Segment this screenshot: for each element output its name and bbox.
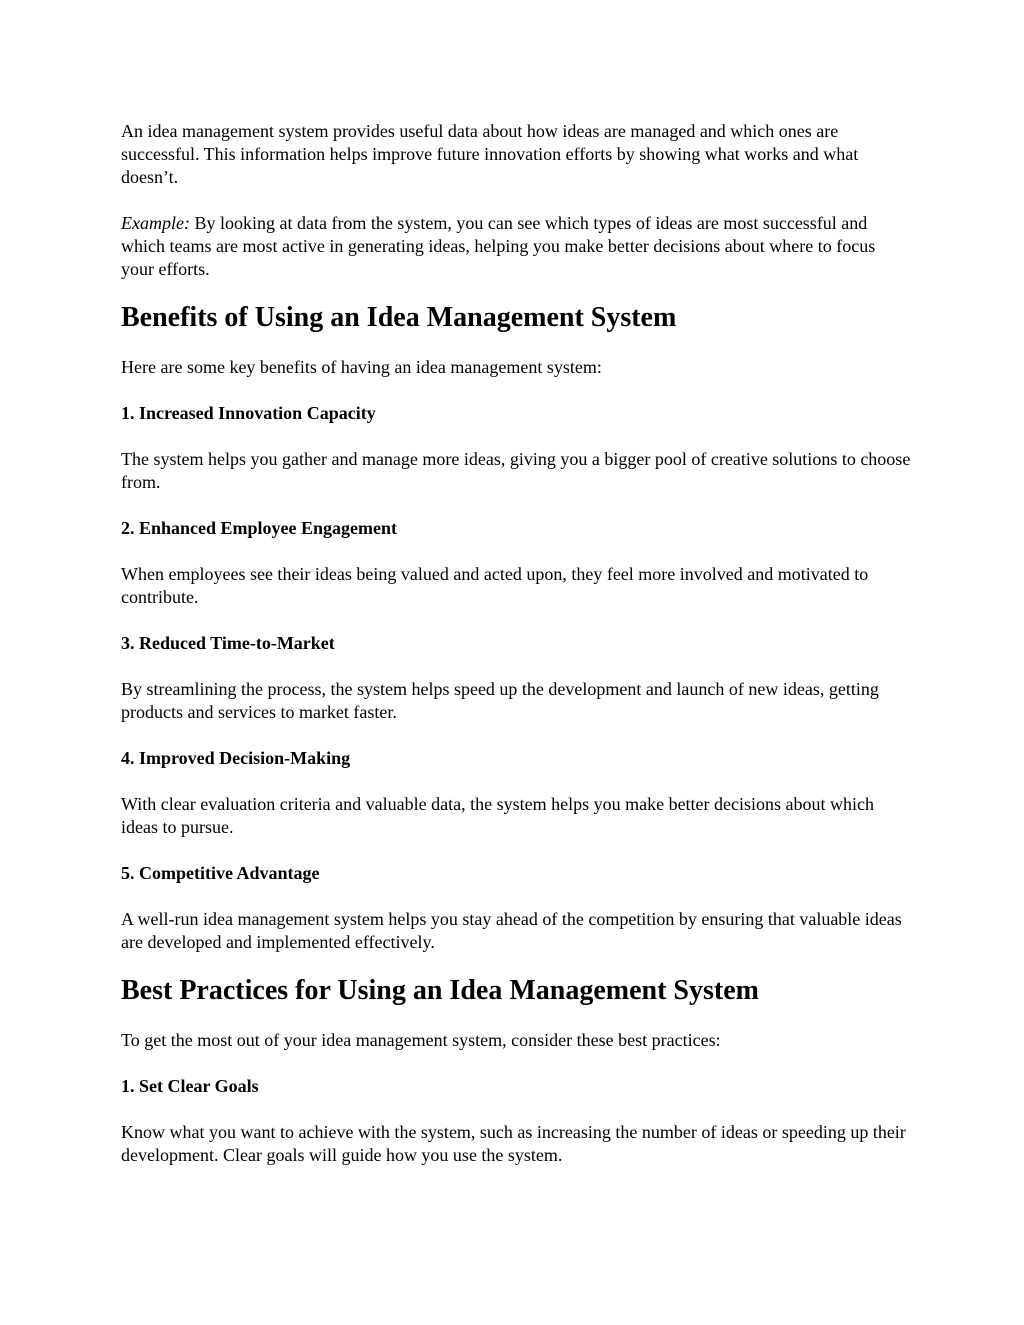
best-practices-heading: Best Practices for Using an Idea Management System (121, 975, 759, 1006)
benefits-intro: Here are some key benefits of having an idea management system: (121, 357, 602, 377)
benefit-text: A well-run idea management system helps you stay ahead of the competition by ensuring that valuable ideas are developed and implemented effectively. (121, 909, 902, 952)
benefit-text: With clear evaluation criteria and valuable data, the system helps you make better decisions about which ideas to pursue. (121, 794, 875, 837)
benefit-title: 5. Competitive Advantage (121, 863, 320, 883)
benefits-heading: Benefits of Using an Idea Management System (121, 302, 677, 333)
benefit-title: 4. Improved Decision-Making (121, 748, 351, 768)
benefit-text: The system helps you gather and manage more ideas, giving you a bigger pool of creative solutions to choose from. (121, 449, 911, 492)
best-practices-intro: To get the most out of your idea management system, consider these best practices: (121, 1030, 721, 1050)
benefit-title: 1. Increased Innovation Capacity (121, 403, 376, 423)
benefit-text: By streamlining the process, the system helps speed up the development and launch of new ideas, getting products and services to market faster. (121, 679, 879, 722)
benefit-text: When employees see their ideas being valued and acted upon, they feel more involved and motivated to contribute. (121, 564, 869, 607)
document-page (121, 120, 911, 1190)
example-paragraph (121, 212, 911, 281)
benefit-title: 2. Enhanced Employee Engagement (121, 518, 398, 538)
practice-text: Know what you want to achieve with the system, such as increasing the number of ideas or speeding up their development. Clear goals will guide how you use the system. (121, 1122, 906, 1165)
example-label: Example: (121, 213, 190, 233)
benefit-title: 3. Reduced Time-to-Market (121, 633, 335, 653)
example-text: By looking at data from the system, you can see which types of ideas are most successful and which teams are most active in generating ideas, helping you make better decisions about where to focus your efforts. (121, 213, 876, 279)
intro-paragraph: An idea management system provides useful data about how ideas are managed and which ones are successful. This information helps improve future innovation efforts by showing what works and what doesn’t. (121, 121, 859, 187)
practice-title: 1. Set Clear Goals (121, 1076, 259, 1096)
